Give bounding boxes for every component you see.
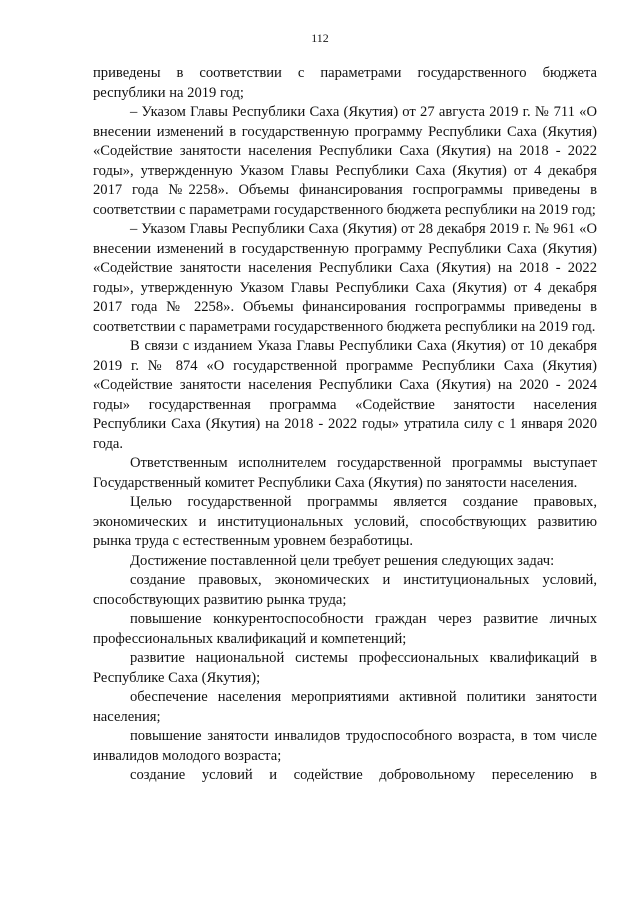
paragraph: Ответственным исполнителем государственной программы выступает Государственный комитет Республики Саха (Якутия) по занятости населения. xyxy=(93,455,597,491)
paragraph: В связи с изданием Указа Главы Республики Саха (Якутия) от 10 декабря 2019 г. № 874 «О государственной программе Республики Саха (Якутия) «Содействие занятости населения Республики Саха (Якутия) на 2020 - 2024 годы» государственная программа «Содействие занятости населения Республики Саха (Якутия) на 2018 - 2022 годы» утратила силу с 1 января 2020 года. xyxy=(93,338,597,452)
list-item: повышение занятости инвалидов трудоспособного возраста, в том числе инвалидов молодого возраста; xyxy=(93,728,597,764)
paragraph: Целью государственной программы является создание правовых, экономических и институциональных условий, способствующих развитию рынка труда с естественным уровнем безработицы. xyxy=(93,494,597,549)
paragraph: приведены в соответствии с параметрами государственного бюджета республики на 2019 год; xyxy=(93,65,597,101)
body-text xyxy=(93,64,597,786)
paragraph: – Указом Главы Республики Саха (Якутия) от 28 декабря 2019 г. № 961 «О внесении изменений в государственную программу Республики Саха (Якутия) «Содействие занятости населения Республики Саха (Якутия) на 2018 - 2022 годы», утвержденную Указом Главы Республики Саха (Якутия) от 4 декабря 2017 года № 2258». Объемы финансирования госпрограммы приведены в соответствии с параметрами государственного бюджета республики на 2019 год. xyxy=(93,221,597,335)
list-item: создание правовых, экономических и институциональных условий, способствующих развитию рынка труда; xyxy=(93,572,597,608)
paragraph: Достижение поставленной цели требует решения следующих задач: xyxy=(130,552,555,569)
page-number: 112 xyxy=(311,31,329,45)
paragraph: – Указом Главы Республики Саха (Якутия) от 27 августа 2019 г. № 711 «О внесении изменений в государственную программу Республики Саха (Якутия) «Содействие занятости населения Республики Саха (Якутия) на 2018 - 2022 годы», утвержденную Указом Главы Республики Саха (Якутия) от 4 декабря 2017 года №2258». Объемы финансирования госпрограммы приведены в соответствии с параметрами государственного бюджета республики на 2019 год; xyxy=(93,104,597,218)
list-item: обеспечение населения мероприятиями активной политики занятости населения; xyxy=(93,689,597,725)
list-item: развитие национальной системы профессиональных квалификаций в Республике Саха (Якутия); xyxy=(93,650,597,686)
list-item: повышение конкурентоспособности граждан через развитие личных профессиональных квалификаций и компетенций; xyxy=(93,611,597,647)
list-item: создание условий и содействие добровольному переселению в xyxy=(130,767,597,783)
